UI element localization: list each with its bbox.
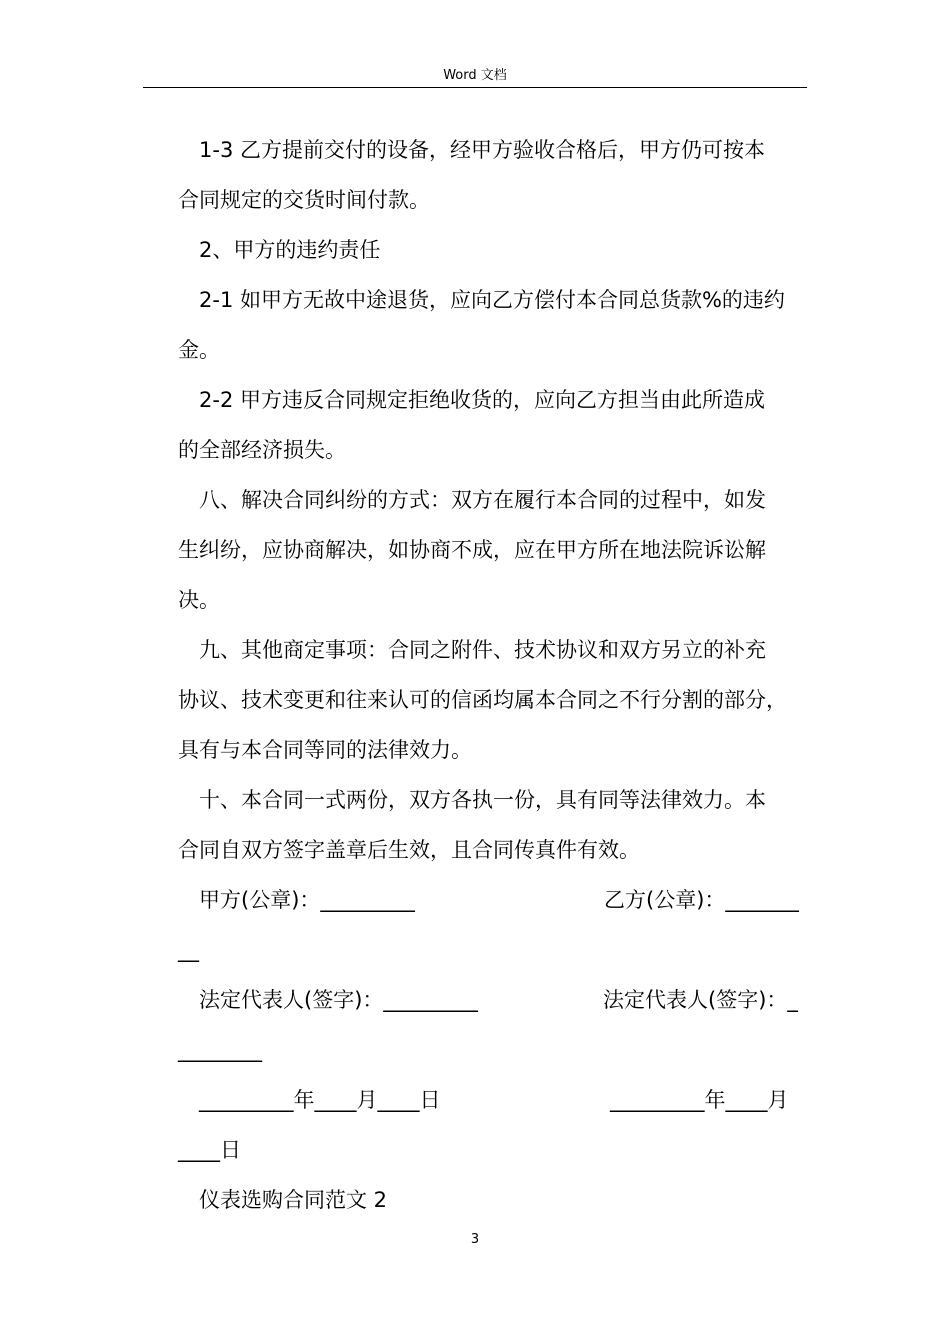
paragraph-line: 生纠纷，应协商解决，如协商不成，应在甲方所在地法院诉讼解 — [178, 538, 766, 562]
header-divider — [143, 87, 807, 88]
party-b-seal-line: 乙方(公章)：_______ — [604, 888, 799, 912]
paragraph-line: 2-2 甲方违反合同规定拒绝收货的，应向乙方担当由此所造成 — [199, 388, 765, 412]
party-b-seal-continuation: __ — [178, 938, 199, 962]
header-title: Word 文档 — [443, 68, 507, 83]
paragraph-line: 金。 — [178, 338, 220, 362]
paragraph-line: 合同规定的交货时间付款。 — [178, 188, 430, 212]
paragraph-line: 八、解决合同纠纷的方式：双方在履行本合同的过程中，如发 — [199, 488, 766, 512]
page-number: 3 — [470, 1232, 480, 1247]
paragraph-line: 具有与本合同等同的法律效力。 — [178, 738, 472, 762]
party-b-representative-continuation: ________ — [178, 1038, 262, 1062]
party-a-date-line: _________年____月____日 — [199, 1088, 441, 1112]
paragraph-line: 十、本合同一式两份，双方各执一份，具有同等法律效力。本 — [199, 788, 766, 812]
paragraph-line: 九、其他商定事项：合同之附件、技术协议和双方另立的补充 — [199, 638, 766, 662]
paragraph-line: 协议、技术变更和往来认可的信函均属本合同之不行分割的部分， — [178, 688, 787, 712]
next-document-title: 仪表选购合同范文 2 — [199, 1188, 388, 1212]
party-b-date-line: _________年____月 — [610, 1088, 789, 1112]
party-a-seal-line: 甲方(公章)：_________ — [199, 888, 415, 912]
paragraph-line: 2-1 如甲方无故中途退货，应向乙方偿付本合同总货款%的违约 — [199, 288, 785, 312]
paragraph-line: 1-3 乙方提前交付的设备，经甲方验收合格后，甲方仍可按本 — [199, 138, 765, 162]
paragraph-line: 的全部经济损失。 — [178, 438, 346, 462]
party-a-representative-line: 法定代表人(签字)：_________ — [199, 988, 478, 1012]
paragraph-line: 合同自双方签字盖章后生效，且合同传真件有效。 — [178, 838, 640, 862]
party-b-date-continuation: ____日 — [178, 1138, 241, 1162]
paragraph-line: 决。 — [178, 588, 220, 612]
section-heading: 2、甲方的违约责任 — [199, 238, 381, 262]
party-b-representative-line: 法定代表人(签字)：_ — [603, 988, 798, 1012]
